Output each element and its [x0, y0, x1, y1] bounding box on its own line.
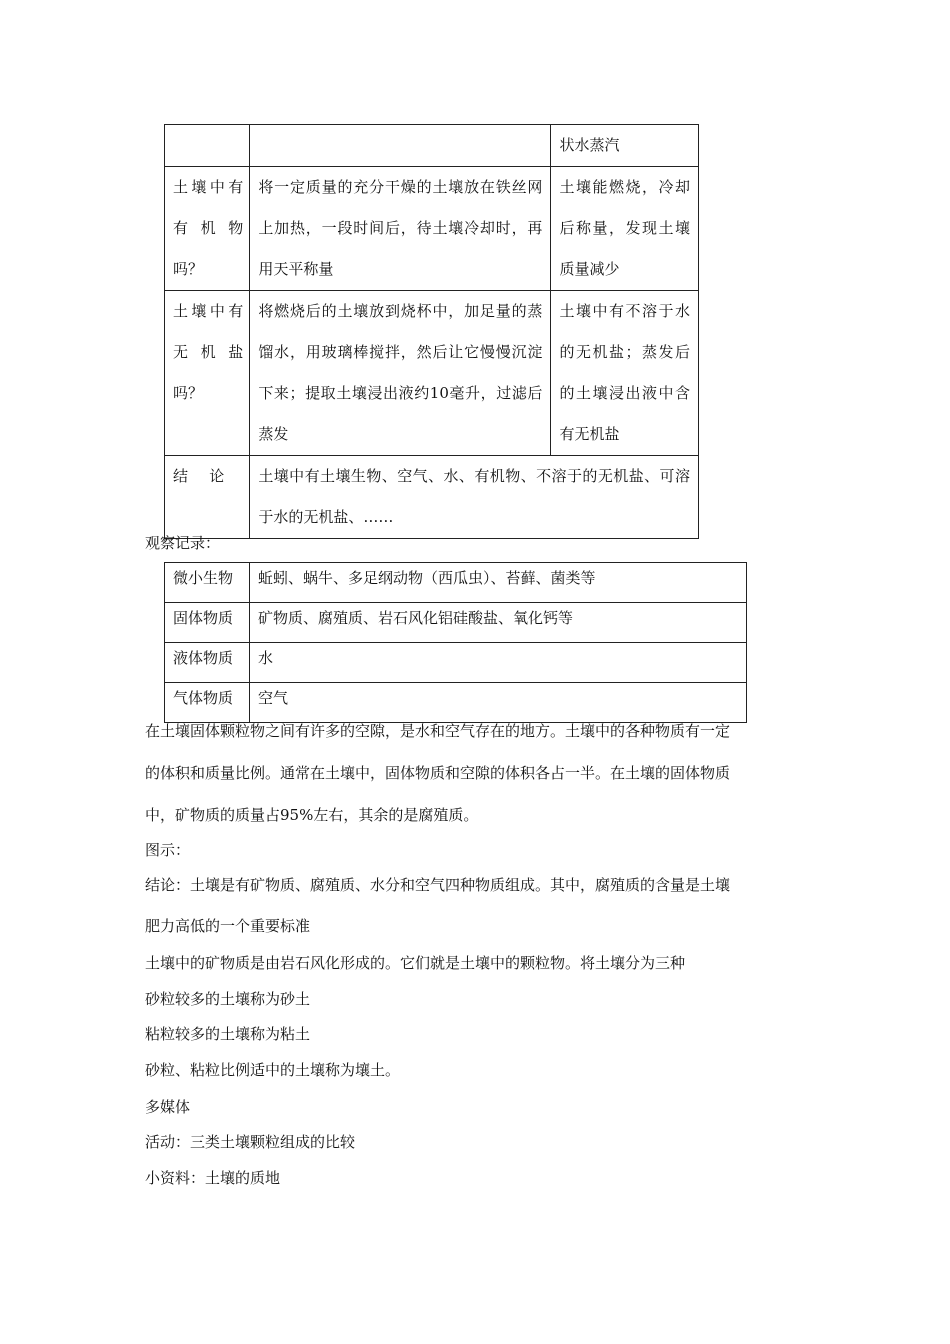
- observation-heading: 观察记录：: [145, 534, 221, 552]
- paragraph-line: 在土壤固体颗粒物之间有许多的空隙，是水和空气存在的地方。土壤中的各种物质有一定: [145, 722, 731, 740]
- soil-type-line: 砂粒、粘粒比例适中的土壤称为壤土。: [145, 1061, 401, 1079]
- row-label: 微小生物: [165, 563, 250, 603]
- table-row: [165, 683, 747, 723]
- table-row: [165, 125, 699, 167]
- multimedia-label: 多媒体: [145, 1098, 191, 1116]
- figure-label: 图示：: [145, 841, 191, 859]
- question-cell: [165, 125, 250, 167]
- row-value: 矿物质、腐殖质、岩石风化铝硅酸盐、氧化钙等: [250, 603, 747, 643]
- question-cell: 土壤中有无 机 盐吗？: [165, 291, 250, 456]
- row-label: 气体物质: [165, 683, 250, 723]
- result-cell: 状水蒸汽: [551, 125, 699, 167]
- paragraph-line: 中，矿物质的质量占95%左右，其余的是腐殖质。: [145, 806, 479, 824]
- soil-type-line: 粘粒较多的土壤称为粘土: [145, 1025, 311, 1043]
- table-row: [165, 643, 747, 683]
- row-value: 水: [250, 643, 747, 683]
- soil-type-line: 砂粒较多的土壤称为砂土: [145, 990, 311, 1008]
- row-value: 蚯蚓、蜗牛、多足纲动物（西瓜虫）、苔藓、菌类等: [250, 563, 747, 603]
- conclusion-line: 结论：土壤是有矿物质、腐殖质、水分和空气四种物质组成。其中，腐殖质的含量是土壤: [145, 876, 731, 894]
- result-cell: 土壤中有不溶于水的无机盐；蒸发后的土壤浸出液中含有无机盐: [551, 291, 699, 456]
- conclusion-line: 肥力高低的一个重要标准: [145, 917, 311, 935]
- paragraph-line: 的体积和质量比例。通常在土壤中，固体物质和空隙的体积各占一半。在土壤的固体物质: [145, 764, 731, 782]
- activity-line: 活动：三类土壤颗粒组成的比较: [145, 1133, 356, 1151]
- observation-table: [164, 562, 747, 723]
- conclusion-cell: 土壤中有土壤生物、空气、水、有机物、不溶于的无机盐、可溶于水的无机盐、……: [250, 456, 699, 539]
- result-cell: 土壤能燃烧，冷却后称量，发现土壤质量减少: [551, 167, 699, 291]
- table-row: [165, 603, 747, 643]
- table-row: [165, 167, 699, 291]
- row-label: 固体物质: [165, 603, 250, 643]
- table-row: [165, 291, 699, 456]
- method-cell: 将燃烧后的土壤放到烧杯中，加足量的蒸馏水，用玻璃棒搅拌，然后让它慢慢沉淀下来；提取土壤浸出液约10毫升，过滤后蒸发: [250, 291, 551, 456]
- table-row: [165, 563, 747, 603]
- method-cell: [250, 125, 551, 167]
- question-cell: 土壤中有有 机 物吗？: [165, 167, 250, 291]
- conclusion-label: 结 论: [165, 456, 250, 539]
- mineral-text: 土壤中的矿物质是由岩石风化形成的。它们就是土壤中的颗粒物。将土壤分为三种: [145, 954, 686, 972]
- row-label: 液体物质: [165, 643, 250, 683]
- table-row: [165, 456, 699, 539]
- method-cell: 将一定质量的充分干燥的土壤放在铁丝网上加热，一段时间后，待土壤冷却时，再用天平称量: [250, 167, 551, 291]
- small-info-line: 小资料：土壤的质地: [145, 1169, 281, 1187]
- experiment-table: [164, 124, 699, 539]
- row-value: 空气: [250, 683, 747, 723]
